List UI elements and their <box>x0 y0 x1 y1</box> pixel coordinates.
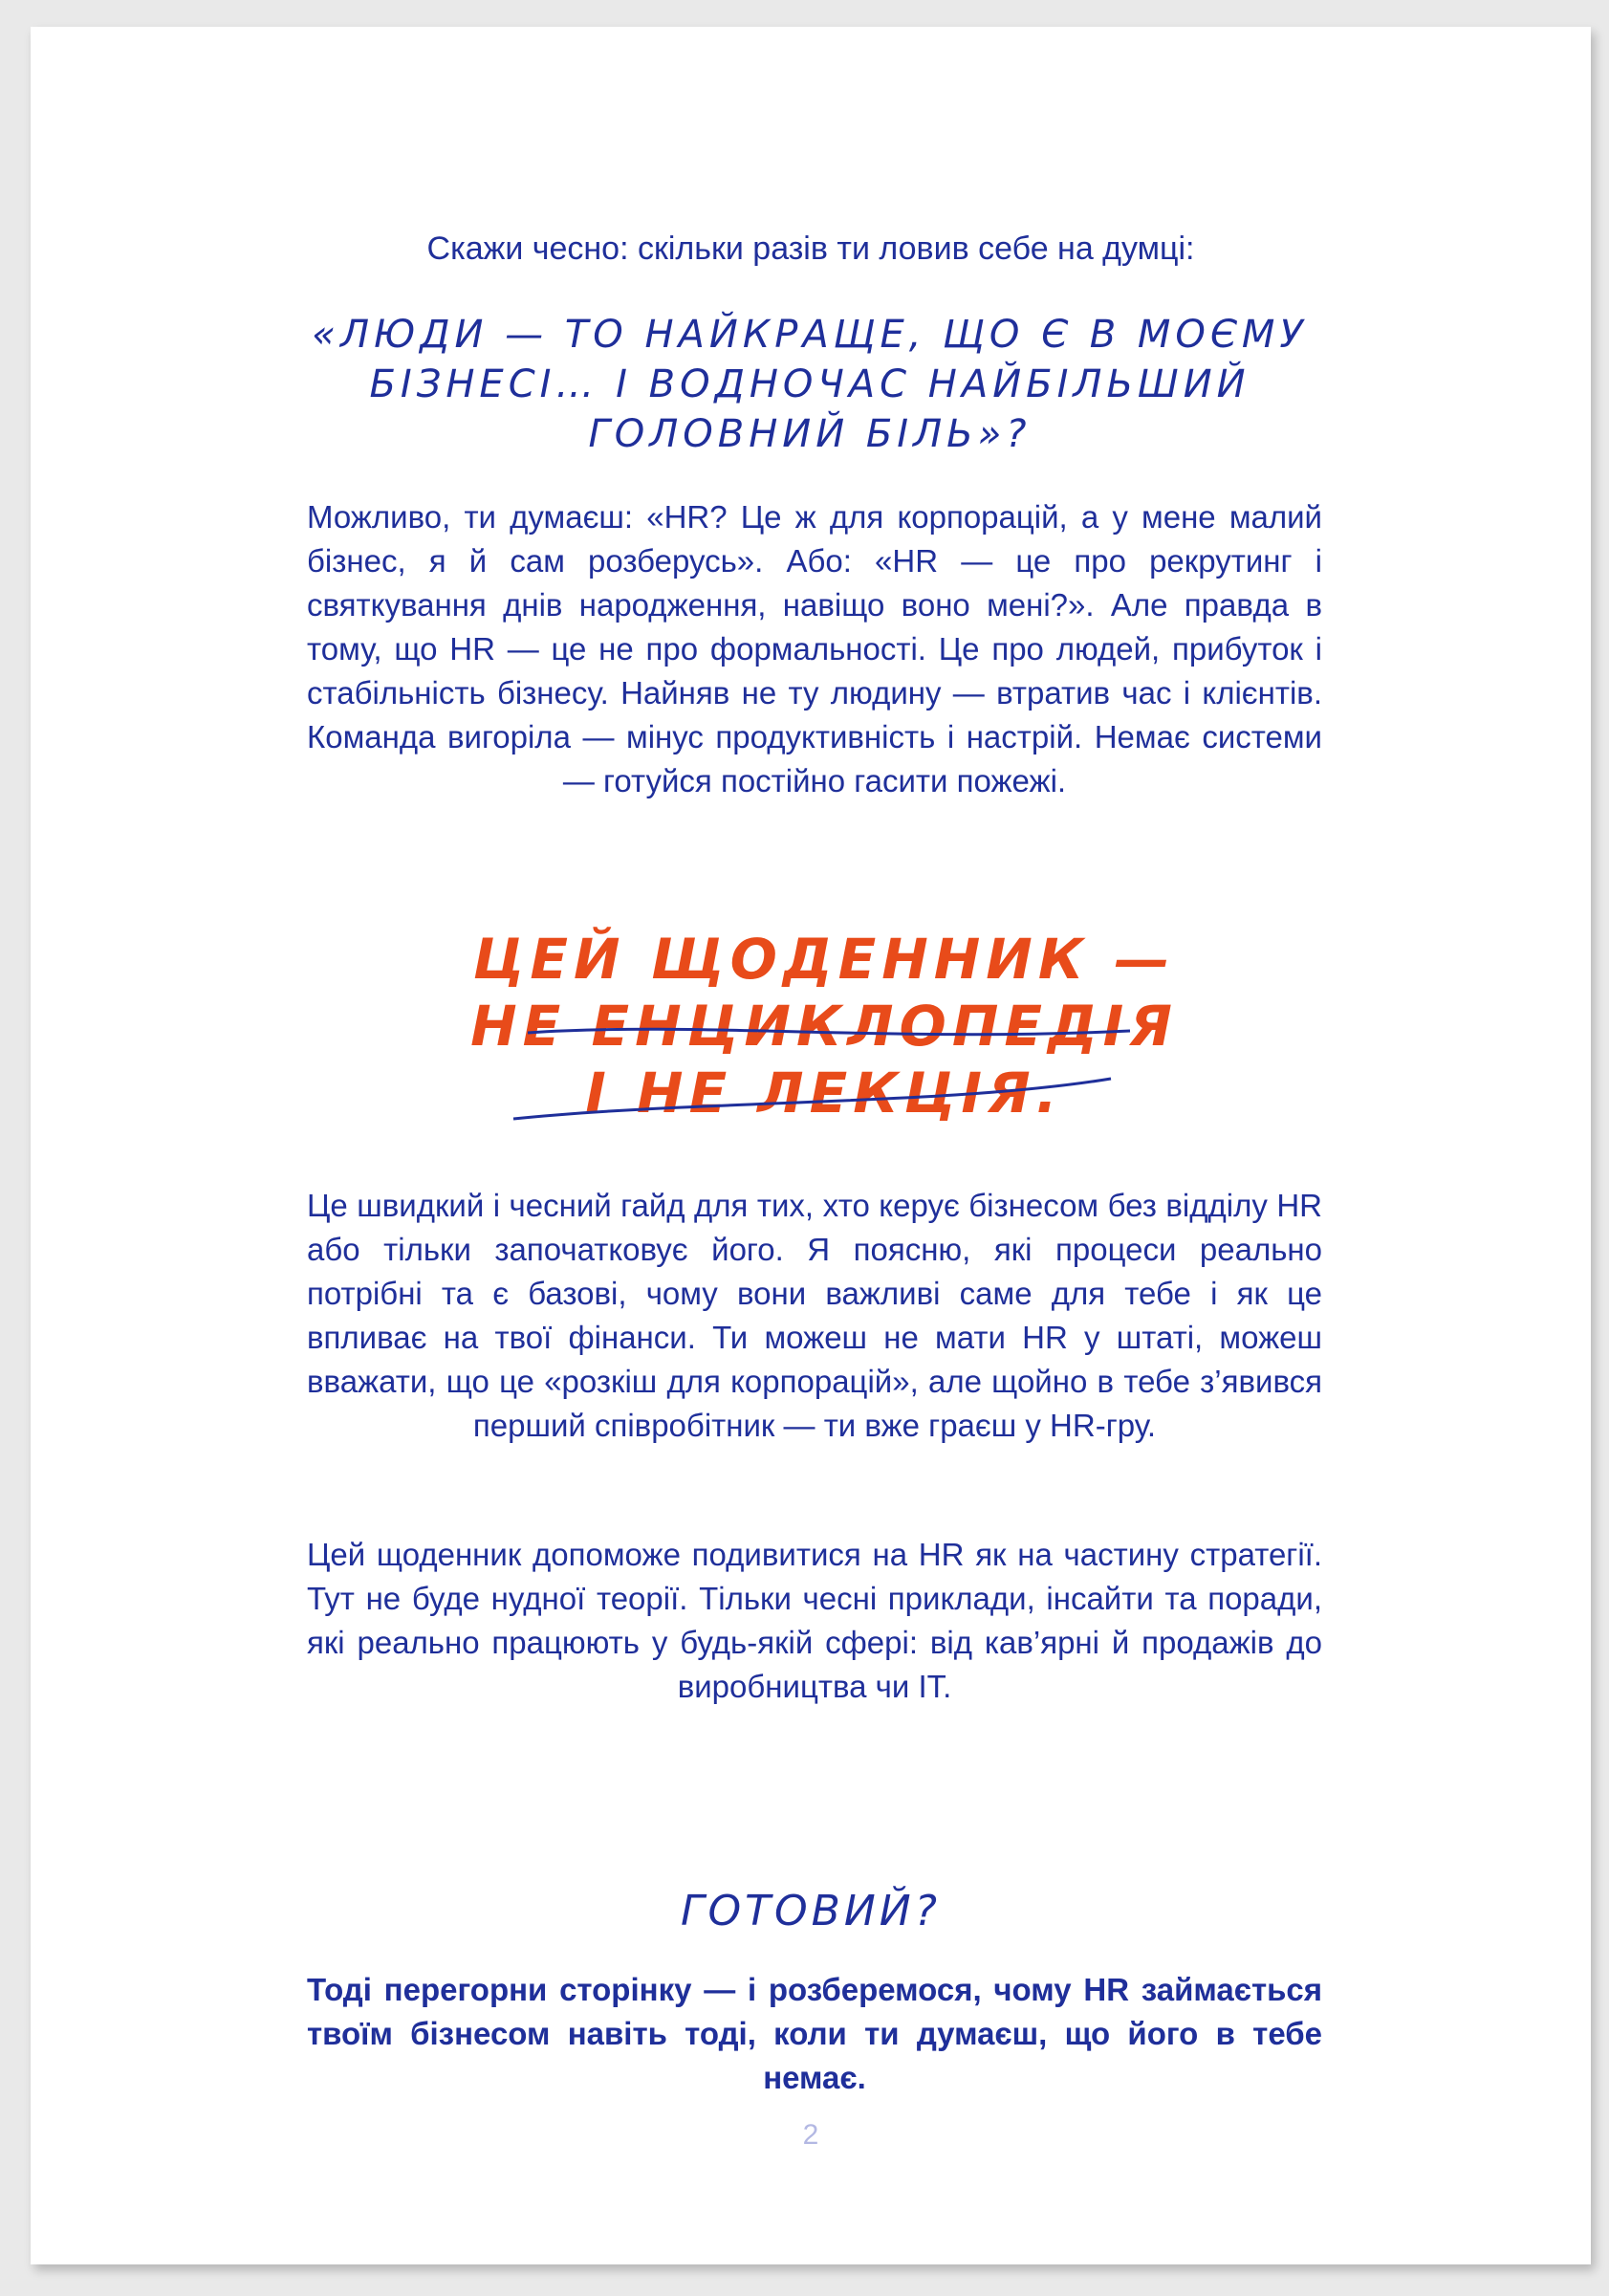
page-number: 2 <box>802 2119 819 2151</box>
handwritten-quote: «ЛЮДИ — ТО НАЙКРАЩЕ, ЩО Є В МОЄМУ БІЗНЕСІ… І ВОДНОЧАС НАЙБІЛЬШИЙ ГОЛОВНИЙ БІЛЬ»? <box>312 313 1308 456</box>
paragraph-3: Цей щоденник допоможе подивитися на HR як на частину стратегії. Тут не буде нудної теорії. Тільки чесні приклади, інсайти та поради, які реально працюють у будь-якій сфері: від кав’ярні й продажів до виробництва чи IT. <box>307 1537 1322 1704</box>
handwritten-headline <box>413 926 1235 1126</box>
document-page <box>31 27 1591 2264</box>
paragraph-1: Можливо, ти думаєш: «HR? Це ж для корпорацій, а у мене малий бізнес, я й сам розберусь». Або: «HR — це про рекрутинг і святкування днів народження, навіщо воно мені?». Але правда в тому, що HR — це не про формальності. Це про людей, прибуток і стабільність бізнесу. Найняв не ту людину — втратив час і клієнтів. Команда вигоріла — мінус продуктивність і настрій. Немає системи — готуйся постійно гасити пожежі. <box>307 499 1322 798</box>
paragraph-2: Це швидкий і чесний гайд для тих, хто керує бізнесом без відділу HR або тільки започатковує його. Я поясню, які процеси реально потрібні та є базові, чому вони важливі саме для тебе і як це впливає на твої фінанси. Ти можеш не мати HR у штаті, можеш вважати, що це «розкіш для корпорацій», але щойно в тебе з’явився перший співробітник — ти вже граєш у HR-гру. <box>307 1188 1322 1443</box>
headline-line-2: НЕ ЕНЦИКЛОПЕДІЯ <box>470 994 1178 1059</box>
closing-paragraph: Тоді перегорни сторінку — і розберемося, чому HR займається твоїм бізнесом навіть тоді, коли ти думаєш, що його в тебе немає. <box>307 1972 1322 2095</box>
headline-line-3: І НЕ ЛЕКЦІЯ. <box>585 1061 1063 1126</box>
headline-line-1: ЦЕЙ ЩОДЕННИК — <box>472 927 1176 992</box>
intro-line: Скажи чесно: скільки разів ти ловив себе на думці: <box>426 230 1195 267</box>
ready-heading: ГОТОВИЙ? <box>680 1887 942 1935</box>
